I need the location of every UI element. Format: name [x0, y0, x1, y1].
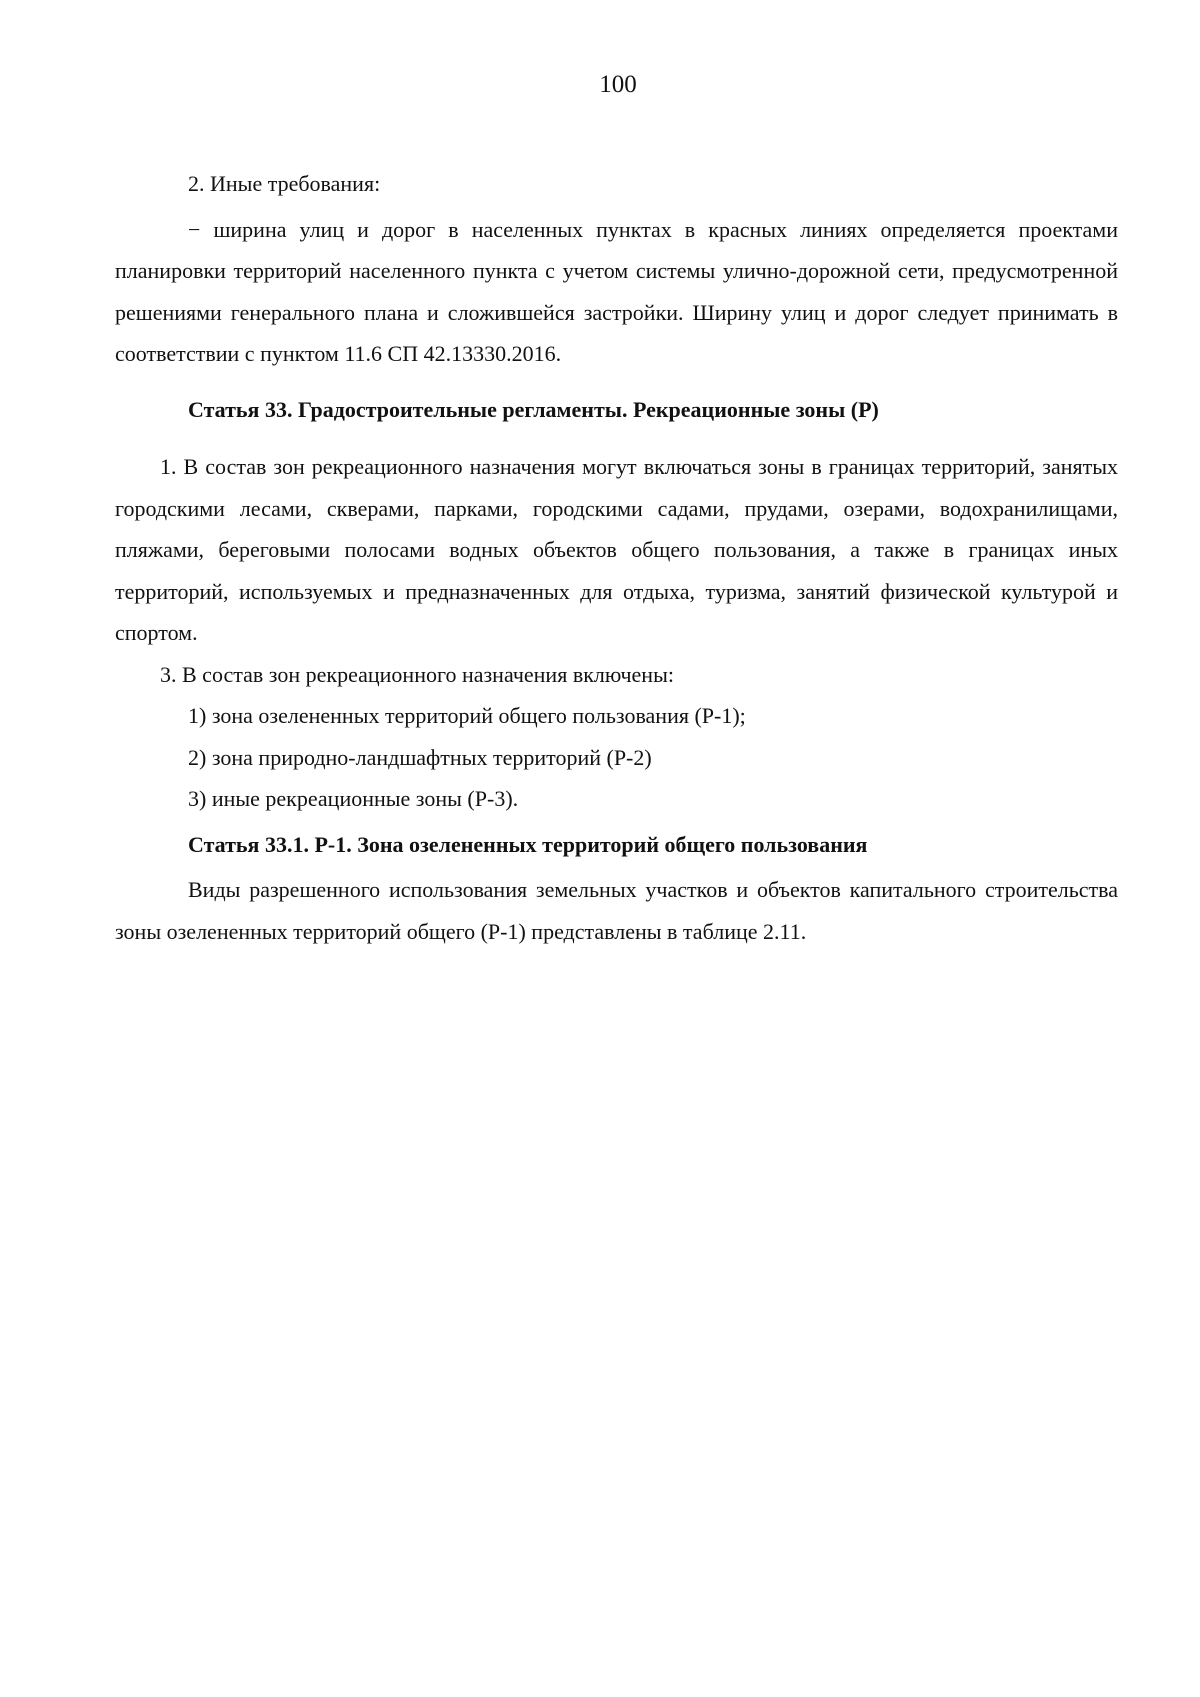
article-33-paragraph-1: 1. В состав зон рекреационного назначения могут включаться зоны в границах территорий, занятых городскими лесами, скверами, парками, городскими садами, прудами, озерами, водохранилищами, пляжами, береговыми полосами водных объектов общего пользования, а также в границах иных территорий, используемых и предназначенных для отдыха, туризма, занятий физической культурой и спортом.: [115, 454, 1118, 645]
section-2-paragraph: − ширина улиц и дорог в населенных пунктах в красных линиях определяется проектами планировки территорий населенного пункта с учетом системы улично-дорожной сети, предусмотренной решениями генерального плана и сложившейся застройки. Ширину улиц и дорог следует принимать в соответствии с пунктом 11.6 СП 42.13330.2016.: [115, 216, 1118, 366]
list-item: 1) зона озелененных территорий общего пользования (Р-1);: [188, 703, 746, 728]
article-33-1-heading: Статья 33.1. Р-1. Зона озелененных территорий общего пользования: [188, 831, 868, 857]
article-33-1-paragraph: Виды разрешенного использования земельных участков и объектов капитального строительства зоны озелененных территорий общего (Р-1) представлены в таблице 2.11.: [115, 877, 1118, 944]
list-item: 2) зона природно-ландшафтных территорий (Р-2): [188, 744, 652, 770]
section-2-title: 2. Иные требования:: [188, 171, 381, 196]
page-number: 100: [599, 71, 637, 98]
article-33-heading: Статья 33. Градостроительные регламенты. Рекреационные зоны (Р): [188, 396, 879, 422]
article-33-paragraph-3: 3. В состав зон рекреационного назначения включены:: [160, 661, 674, 687]
page-content: [115, 163, 1118, 952]
list-item: 3) иные рекреационные зоны (Р-3).: [188, 786, 519, 811]
